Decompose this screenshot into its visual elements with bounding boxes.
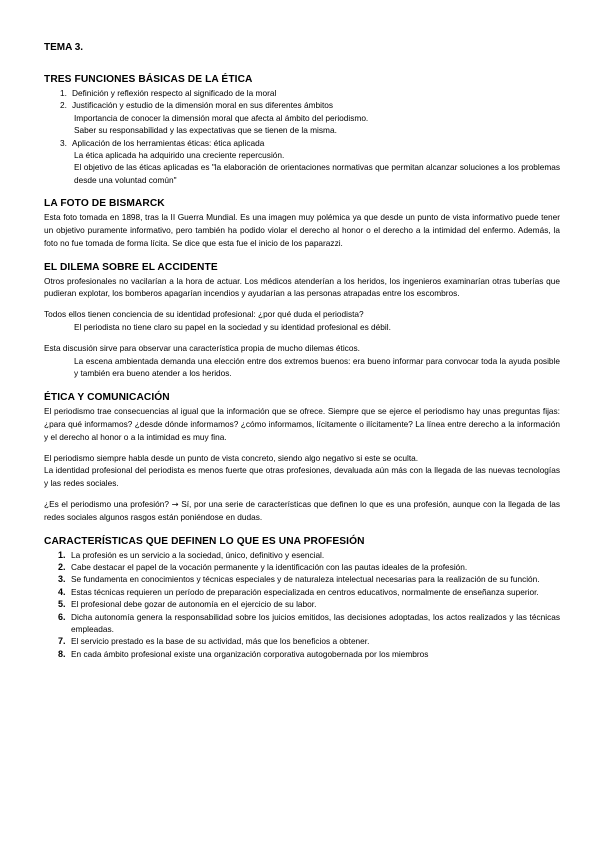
list-item-text: Se fundamenta en conocimientos y técnicas especiales y de naturaleza intelectual necesarias para la realización de su función. xyxy=(71,574,540,585)
etica-paragraph-4 xyxy=(44,498,560,524)
bismarck-paragraph: Esta foto tomada en 1898, tras la II Guerra Mundial. Es una imagen muy polémica ya que desde un punto de vista informativo puede tener un objetivo puramente informativo, pero también ha podido violar el derecho al honor o el derecho a la intimidad del enfermo. Además, la foto no fue tomada de forma lícita. Se dice que esta fue el inicio de los paparazzi. xyxy=(44,212,560,248)
heading-caracteristicas: CARACTERÍSTICAS QUE DEFINEN LO QUE ES UNA PROFESIÓN xyxy=(44,535,365,547)
list-item-text: El servicio prestado es la base de su actividad, más que los beneficios a obtener. xyxy=(71,636,370,647)
list-item-text: Aplicación de los herramientas éticas: ética aplicada xyxy=(72,137,265,148)
document-page xyxy=(44,42,560,660)
list-item: 4. Estas técnicas requieren un período de preparación especializada en centros educativos, normalmente de enseñanza superior. xyxy=(58,586,560,598)
etica-paragraph-1: El periodismo trae consecuencias al igual que la información que se ofrece. Siempre que se ejerce el periodismo hay unas preguntas fijas: ¿para qué informamos? ¿desde dónde informamos? ¿cómo informamos, lícitamente o ilícitamente? La línea entre derecho a la información y el derecho al honor o a la intimidad es muy fina. xyxy=(44,406,560,442)
profession-question: ¿Es el periodismo una profesión? xyxy=(44,499,169,509)
list-item-text: Estas técnicas requieren un período de preparación especializada en centros educativos, normalmente de enseñanza superior. xyxy=(71,586,539,597)
list-item-text: Cabe destacar el papel de la vocación permanente y la identificación con las pautas ideales de la profesión. xyxy=(71,562,468,572)
sub-item: El objetivo de las éticas aplicadas es "la elaboración de orientaciones normativas que permitan alcanzar soluciones a los problemas desde una voluntad común" xyxy=(74,162,560,185)
list-item: 8. En cada ámbito profesional existe una organización corporativa autogobernada por los miembros xyxy=(58,648,560,660)
heading-funciones: TRES FUNCIONES BÁSICAS DE LA ÉTICA xyxy=(44,74,253,85)
dilema-paragraph-1: Otros profesionales no vacilarían a la hora de actuar. Los médicos atenderían a los heridos, los ingenieros examinarían otras tuberías que pudieran explotar, los bomberos apagarían incendios y ayudarían a las personas atrapadas entre los escombros. xyxy=(44,275,560,299)
etica-paragraph-3: La identidad profesional del periodista es menos fuerte que otras profesiones, devaluada aún más con la llegada de las nuevas tecnologías y las redes sociales. xyxy=(44,465,560,489)
list-item: 1. La profesión es un servicio a la sociedad, único, definitivo y esencial. xyxy=(58,549,560,561)
list-item-text: En cada ámbito profesional existe una organización corporativa autogobernada por los miembros xyxy=(71,648,429,659)
arrow-right-icon: → xyxy=(171,499,179,509)
dilema-paragraph-3: Esta discusión sirve para observar una característica propia de mucho dilemas éticos. xyxy=(44,342,360,353)
heading-bismarck: LA FOTO DE BISMARCK xyxy=(44,198,165,210)
list-item: 1. Definición y reflexión respecto al significado de la moral xyxy=(60,88,277,98)
dilema-paragraph-3-sub: La escena ambientada demanda una elección entre dos extremos buenos: era bueno informar para convocar toda la ayuda posible y también era bueno atender a los heridos. xyxy=(74,355,560,379)
list-item: 2. Cabe destacar el papel de la vocación permanente y la identificación con las pautas ideales de la profesión. xyxy=(58,561,560,573)
list-item: 3. Aplicación de los herramientas éticas: ética aplicada xyxy=(60,137,265,148)
caracteristicas-list xyxy=(44,549,560,661)
heading-dilema: EL DILEMA SOBRE EL ACCIDENTE xyxy=(44,261,218,273)
profession-answer: Sí, por una serie de características que definen lo que es una profesión, aunque con la llegada de las redes sociales algunos rasgos están poniéndose en dudas. xyxy=(44,499,560,522)
list-item-text: Dicha autonomía genera la responsabilidad sobre los juicios emitidos, las decisiones adoptadas, los actos realizados y las técnicas empleadas. xyxy=(71,611,560,635)
dilema-paragraph-2-sub: El periodista no tiene claro su papel en la sociedad y su identidad profesional es débil. xyxy=(74,322,391,333)
list-item-text: Definición y reflexión respecto al significado de la moral xyxy=(72,88,277,98)
list-item: 7. El servicio prestado es la base de su actividad, más que los beneficios a obtener. xyxy=(58,635,560,647)
sub-item: Saber su responsabilidad y las expectativas que se tienen de la misma. xyxy=(74,125,337,136)
list-item-text: El profesional debe gozar de autonomía en el ejercicio de su labor. xyxy=(71,599,317,610)
sub-item: La ética aplicada ha adquirido una creciente repercusión. xyxy=(74,150,285,161)
list-item: 2. Justificación y estudio de la dimensión moral en sus diferentes ámbitos xyxy=(60,100,334,111)
list-item: 3. Se fundamenta en conocimientos y técnicas especiales y de naturaleza intelectual necesarias para la realización de su función. xyxy=(58,573,560,585)
list-item: 6. Dicha autonomía genera la responsabilidad sobre los juicios emitidos, las decisiones adoptadas, los actos realizados y las técnicas empleadas. xyxy=(58,611,560,635)
sub-item: Importancia de conocer la dimensión moral que afecta al ámbito del periodismo. xyxy=(74,112,369,123)
list-item: 5. El profesional debe gozar de autonomía en el ejercicio de su labor. xyxy=(58,598,560,610)
heading-etica: ÉTICA Y COMUNICACIÓN xyxy=(44,392,170,404)
list-item-text: Justificación y estudio de la dimensión moral en sus diferentes ámbitos xyxy=(72,100,334,111)
document-title: TEMA 3. xyxy=(44,42,84,53)
etica-paragraph-2: El periodismo siempre habla desde un punto de vista concreto, siendo algo negativo si este se oculta. xyxy=(44,452,419,463)
dilema-paragraph-2: Todos ellos tienen conciencia de su identidad profesional: ¿por qué duda el periodista? xyxy=(44,309,364,320)
list-item-text: La profesión es un servicio a la sociedad, único, definitivo y esencial. xyxy=(71,549,325,560)
funciones-list xyxy=(44,87,560,186)
